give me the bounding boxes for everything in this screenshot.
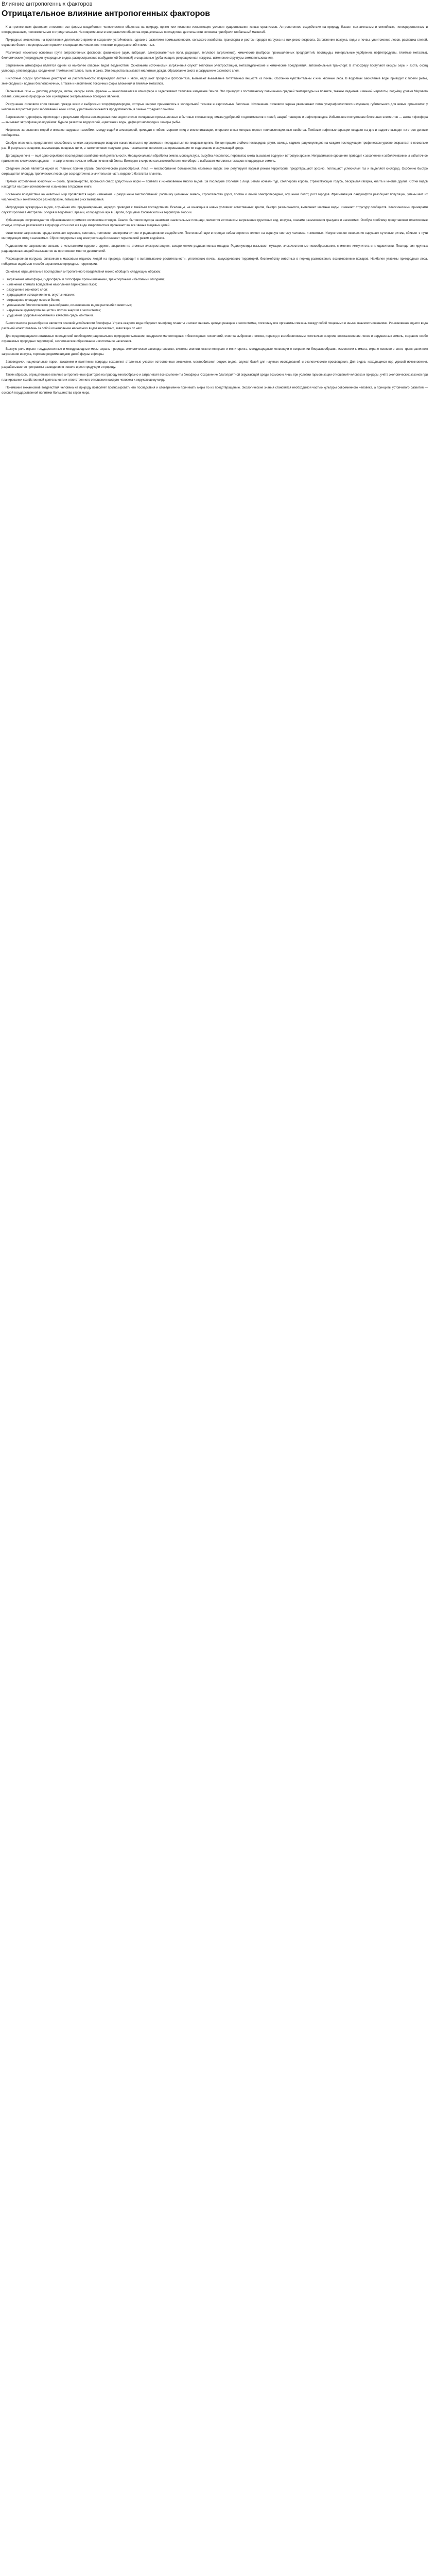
paragraph: Прямое истребление животных — охота, браконьерство, промысел сверх допустимых норм — привело к исчезновению многих видов. За последние столетия с лица Земли исчезли тур, стеллерова корова, странствующий голубь, бескрылая гагарка, квагга и многие другие. Сотни видов находятся на грани исчезновения и занесены в Красные книги. [2,180,428,189]
list-item [2,287,428,293]
list-item [2,298,428,303]
paragraph: Деградация почв — ещё одно серьёзное последствие хозяйственной деятельности. Нерациональная обработка земли, монокультура, вырубка лесополос, перевыпас скота вызывают водную и ветровую эрозию. Неправильное орошение приводит к засолению и заболачиванию, а избыточное применение химических средств — к загрязнению почвы и гибели почвенной биоты. Ежегодно в мире из сельскохозяйственного оборота выбывают миллионы гектаров плодородных земель. [2,155,428,163]
page-title: Отрицательное влияние антропогенных факторов [2,9,211,18]
article-body [2,25,428,398]
paragraph: Загрязнение атмосферы является одним из наиболее опасных видов воздействия. Основными источниками загрязнения служат тепловые электростанции, металлургические и химические предприятия, автомобильный транспорт. В атмосферу поступают оксиды серы и азота, оксид углерода, углеводороды, соединения тяжёлых металлов, пыль и сажа. Эти вещества вызывают кислотные дожди, образование смога и разрушение озонового слоя. [2,64,428,73]
paragraph: Разрушение озонового слоя связано прежде всего с выбросами хлорфторуглеродов, которые широко применялись в холодильной технике и аэрозольных баллонах. Истончение озонового экрана увеличивает поток ультрафиолетового излучения, губительного для живых организмов: у человека возрастает риск заболеваний кожи и глаз, у растений снижается продуктивность, в океане страдает планктон. [2,103,428,111]
list-item-text: уменьшение биологического разнообразия, исчезновение видов растений и животных; [7,304,132,307]
list-item-text: загрязнение атмосферы, гидросферы и литосферы промышленными, транспортными и бытовыми отходами; [7,278,165,281]
list-item [2,293,428,298]
paragraph: Биологическое разнообразие является основой устойчивости биосферы. Утрата каждого вида обедняет генофонд планеты и может вызвать цепную реакцию в экосистемах, поскольку все организмы связаны между собой пищевыми и иными взаимоотношениями. Исчезновение одного вида растений может повлечь за собой исчезновение нескольких видов насекомых, зависящих от него. [2,322,428,330]
paragraph: Природные экосистемы на протяжении длительного времени сохраняли устойчивость, однако с развитием промышленности, сельского хозяйства, транспорта и ростом городов нагрузка на них резко возросла. Загрязнение воздуха, воды и почвы, уничтожение лесов, распашка степей, осушение болот и перепромысел привели к сокращению численности многих видов растений и животных. [2,39,428,47]
breadcrumb[interactable]: Влияние антропогенных факторов [2,1,93,7]
bullet-icon: • [3,304,4,307]
paragraph: Основные отрицательные последствия антропогенного воздействия можно обобщить следующим образом: [6,270,162,274]
bullet-icon: • [3,289,4,292]
paragraph: Нефтяное загрязнение морей и океанов нарушает газообмен между водой и атмосферой, приводит к гибели морских птиц и млекопитающих, оперение и мех которых теряют теплоизоляционные свойства. Тяжёлые нефтяные фракции оседают на дно и надолго выводят из строя донные сообщества. [2,129,428,137]
paragraph: Косвенное воздействие на животный мир проявляется через изменение и разрушение местообитаний: распашку целинных земель, строительство дорог, плотин и линий электропередачи, осушение болот, рост городов. Фрагментация ландшафтов разобщает популяции, уменьшает их численность и генетическое разнообразие, повышает риск вымирания. [2,193,428,201]
paragraph: Сведение лесов является одной из главных причин утраты биологического разнообразия. Леса — местообитание большинства наземных видов; они регулируют водный режим территорий, предотвращают эрозию, поглощают углекислый газ и выделяют кислород. Особенно быстро сокращается площадь тропических лесов, где сосредоточена значительная часть видового богатства планеты. [2,167,428,176]
list-item-text: сокращение площади лесов и болот; [7,299,60,302]
list-item [2,303,428,308]
paragraph: Урбанизация сопровождается образованием огромного количества отходов. Свалки бытового мусора занимают значительные площади, являются источником загрязнения грунтовых вод, воздуха, очагами размножения грызунов и насекомых. Особую проблему представляют пластиковые отходы, которые разлагаются в природе сотни лет и в виде микропластика проникают во все звенья пищевых цепей. [2,219,428,227]
list-item [2,277,428,282]
bullet-icon: • [3,309,4,312]
bullet-list [2,277,428,318]
paragraph: Различают несколько основных групп антропогенных факторов: физические (шум, вибрация, электромагнитные поля, радиация, тепловое загрязнение), химические (выбросы промышленных предприятий, пестициды, минеральные удобрения, нефтепродукты, тяжёлые металлы), биологические (интродукция чужеродных видов, распространение возбудителей болезней) и социальные (урбанизация, рекреационная нагрузка, изменение структуры землепользования). [2,52,428,60]
paragraph: Физическое загрязнение среды включает шумовое, световое, тепловое, электромагнитное и радиационное воздействие. Постоянный шум в городах неблагоприятно влияет на нервную систему человека и животных. Искусственное освещение нарушает суточные ритмы, сбивает с пути мигрирующих птиц и насекомых. Сброс подогретых вод электростанций изменяет термический режим водоёмов. [2,232,428,240]
list-item-text: нарушение круговорота веществ и потока энергии в экосистемах; [7,309,101,312]
bullet-icon: • [3,283,4,286]
paragraph: Кислотные осадки губительно действуют на растительность: повреждают листья и хвою, нарушают процессы фотосинтеза, вызывают вымывание питательных веществ из почвы. Особенно чувствительны к ним хвойные леса. В водоёмах закисление воды приводит к гибели рыбы, земноводных и водных беспозвоночных, а также к накоплению токсичных форм алюминия и тяжёлых металлов. [2,77,428,86]
paragraph: Таким образом, отрицательное влияние антропогенных факторов на природу многообразно и затрагивает все компоненты биосферы. Сохранение благоприятной окружающей среды возможно лишь при условии гармонизации отношений человека и природы, учёта экологических законов при планировании хозяйственной деятельности и ответственного отношения каждого человека к окружающему миру. [2,374,428,382]
list-item-text: деградация и истощение почв, опустынивание; [7,294,75,297]
paragraph: Для предотвращения негативных последствий необходимо рациональное природопользование, внедрение малоотходных и безотходных технологий, очистка выбросов и стоков, переход к возобновляемым источникам энергии, восстановление лесов и нарушенных земель, создание особо охраняемых природных территорий, экологическое образование и воспитание населения. [2,335,428,343]
paragraph: Особую опасность представляет способность многих загрязняющих веществ накапливаться в организмах и передаваться по пищевым цепям. Концентрация стойких пестицидов, ртути, свинца, кадмия, радионуклидов на каждом последующем трофическом уровне возрастает в несколько раз. В результате хищники, замыкающие пищевые цепи, а также человек получают дозы токсикантов, во много раз превышающие их содержание в окружающей среде. [2,142,428,150]
paragraph: Заповедники, национальные парки, заказники и памятники природы сохраняют эталонные участки естественных экосистем, местообитания редких видов, служат базой для научных исследований и экологического просвещения. Для видов, находящихся под угрозой исчезновения, разрабатываются программы разведения в неволе и реинтродукции в природу. [2,361,428,369]
paragraph: Парниковые газы — диоксид углерода, метан, оксиды азота, фреоны — накапливаются в атмосфере и задерживают тепловое излучение Земли. Это приводит к постепенному повышению средней температуры на планете, таянию ледников и вечной мерзлоты, подъёму уровня Мирового океана, смещению природных зон и учащению экстремальных погодных явлений. [2,90,428,98]
list-item-text: разрушение озонового слоя; [7,289,48,292]
bullet-icon: • [3,294,4,297]
list-item [2,313,428,318]
paragraph: Понимание механизмов воздействия человека на природу позволяет прогнозировать его последствия и своевременно принимать меры по их предотвращению. Экологические знания становятся необходимой частью культуры современного человека, а принципы устойчивого развития — основой государственной политики большинства стран мира. [2,386,428,395]
paragraph: Рекреационная нагрузка, связанная с массовым отдыхом людей на природе, приводит к вытаптыванию растительности, уплотнению почвы, замусориванию территорий, беспокойству животных в период размножения, возникновению пожаров. Наиболее уязвимы пригородные леса, побережья водоёмов и особо охраняемые природные территории. [2,258,428,266]
paragraph: Радиоактивное загрязнение связано с испытаниями ядерного оружия, авариями на атомных электростанциях, захоронением радиоактивных отходов. Радионуклиды вызывают мутации, злокачественные новообразования, снижение иммунитета и плодовитости. Последствия крупных радиационных аварий сказываются на протяжении многих десятилетий. [2,245,428,253]
list-item [2,282,428,287]
paragraph: Загрязнение гидросферы происходит в результате сброса неочищенных или недостаточно очищенных промышленных и бытовых сточных вод, смыва удобрений и ядохимикатов с полей, аварий танкеров и нефтепроводов. Избыточное поступление биогенных элементов — азота и фосфора — вызывает эвтрофикацию водоёмов: бурное развитие водорослей, «цветение» воды, дефицит кислорода и заморы рыбы. [2,116,428,124]
list-item [2,308,428,313]
paragraph: К антропогенным факторам относятся все формы воздействия человеческого общества на природу, прямо или косвенно изменяющие условия существования живых организмов. Антропогенное воздействие на природу бывает сознательным и стихийным, непосредственным и опосредованным, положительным и отрицательным. На современном этапе развития общества отрицательные последствия деятельности человека приобрели глобальный масштаб. [2,26,428,34]
bullet-icon: • [3,314,4,317]
paragraph: Важную роль играют государственные и международные меры охраны природы: экологическое законодательство, система экологического контроля и мониторинга, международные конвенции о сохранении биоразнообразия, изменении климата, охране озонового слоя, трансграничном загрязнении воздуха, торговле редкими видами дикой фауны и флоры. [2,348,428,356]
list-item-text: ухудшение здоровья населения и качества среды обитания. [7,314,94,317]
bullet-icon: • [3,299,4,302]
paragraph: Интродукция чужеродных видов, случайная или преднамеренная, нередко приводит к тяжёлым последствиям. Вселенцы, не имеющие в новых условиях естественных врагов, быстро размножаются, вытесняют местные виды, изменяют структуру сообществ. Классическими примерами служат кролики в Австралии, элодея в водоёмах Евразии, колорадский жук в Европе, борщевик Сосновского на территории России. [2,206,428,214]
list-item-text: изменение климата вследствие накопления парниковых газов; [7,283,97,286]
bullet-icon: • [3,278,4,281]
